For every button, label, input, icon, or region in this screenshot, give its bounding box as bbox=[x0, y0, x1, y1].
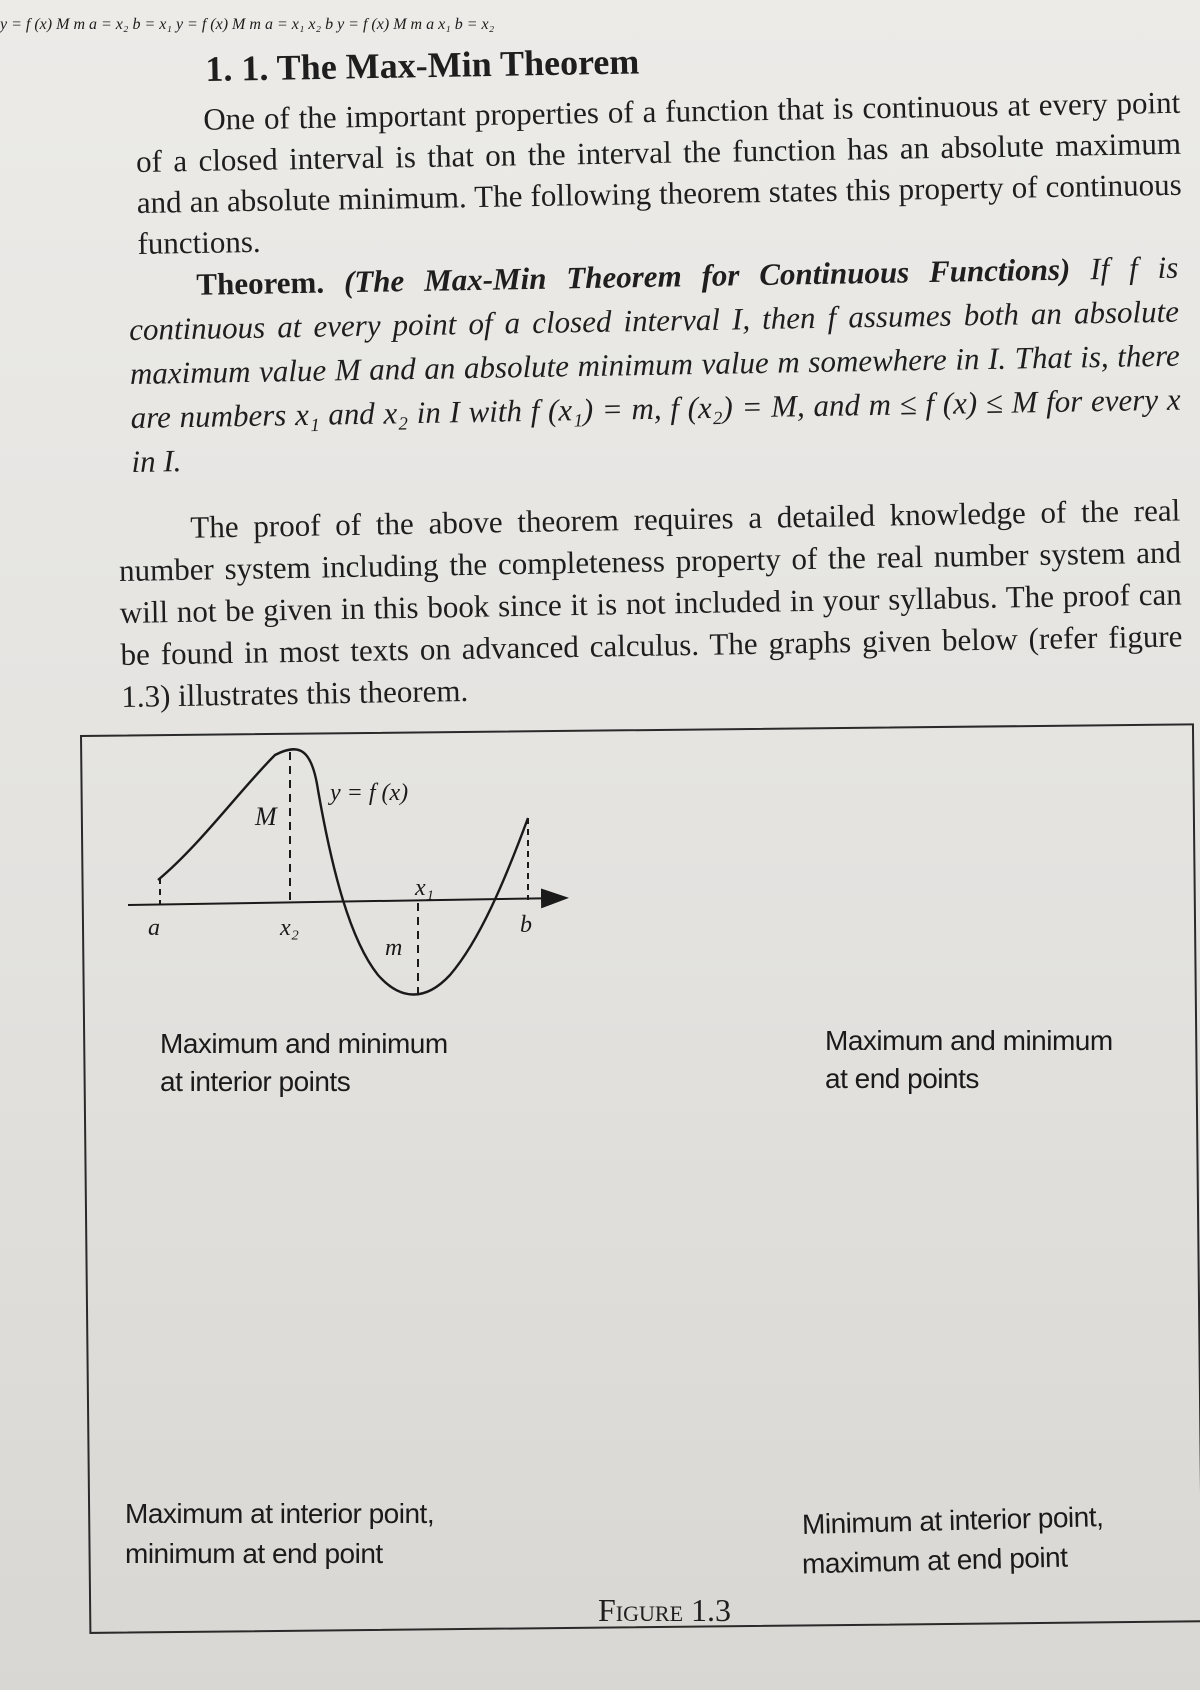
panel-1-x-axis bbox=[128, 898, 565, 905]
panel-2-caption-line1: Maximum and minimum bbox=[825, 1025, 1113, 1056]
panel-4-m-label: m bbox=[410, 16, 423, 33]
panel-3-a-label: a = x₁ bbox=[264, 16, 305, 33]
panel-3-b-label: b bbox=[325, 16, 334, 33]
panel-1-curve-label: y = f (x) bbox=[330, 780, 409, 806]
proof-note-paragraph: The proof of the above theorem requires a detailed knowledge of the real number system including the completeness property of the real number system and will not be given in this book since it is not included in your syllabus. The proof can be found in most texts on advanced calculus. The graphs given below (refer figure 1.3) illustrates this theorem. bbox=[118, 492, 1183, 714]
panel-4-curve-label: y = f (x) bbox=[337, 16, 390, 33]
panel-2-curve-label: y = f (x) bbox=[0, 16, 53, 33]
theorem-body: If f is continuous at every point of a closed interval I, then f assumes both an absolute maximum value M and an absolute minimum value m somewhere in I. That is, there are numbers x₁ and x₂ in I with f (x₁) = m, f (x₂) = M, and m ≤ f (x) ≤ M for every x in I. bbox=[128, 249, 1181, 479]
panel-1-x2-label: x₂ bbox=[280, 915, 299, 941]
panel-3-x2-label: x₂ bbox=[308, 16, 322, 33]
panel-4-b-label: b = x₂ bbox=[454, 16, 495, 33]
panel-4-caption-line1: Minimum at interior point, bbox=[801, 1501, 1104, 1540]
panel-4-caption-line2: maximum at end point bbox=[801, 1541, 1068, 1580]
section-heading: 1. 1. The Max-Min Theorem bbox=[205, 41, 640, 89]
panel-2-caption-line2: at end points bbox=[825, 1063, 979, 1094]
panel-4-a-label: a bbox=[426, 16, 435, 33]
panel-1-m-label: m bbox=[385, 935, 403, 961]
panel-3-m-label: m bbox=[249, 16, 261, 33]
panel-3-curve-label: y = f (x) bbox=[175, 16, 229, 33]
panel-1-x1-label: x₁ bbox=[415, 875, 434, 901]
panel-1-graph bbox=[128, 749, 565, 1000]
panel-1-caption-line2: at interior points bbox=[160, 1066, 351, 1097]
panel-3-caption-line2: minimum at end point bbox=[125, 1538, 383, 1569]
panel-2-M-label: M bbox=[56, 16, 70, 33]
panel-3-M-label: M bbox=[232, 16, 246, 33]
intro-paragraph: One of the important properties of a function that is continuous at every point of a closed interval is that on the interval the function has an absolute maximum and an absolute minimum. The following theorem states this property of continuous functions. bbox=[135, 84, 1182, 261]
panel-1-b-label: b bbox=[520, 912, 532, 938]
panel-2-a-label: a = x₂ bbox=[89, 16, 129, 33]
panel-3-caption-line1: Maximum at interior point, bbox=[125, 1498, 435, 1529]
theorem-label: Theorem. bbox=[196, 264, 325, 302]
panel-1-a-label: a bbox=[148, 915, 160, 941]
panel-1-caption-line1: Maximum and minimum bbox=[160, 1028, 448, 1059]
panel-2-b-label: b = x₁ bbox=[132, 16, 172, 33]
panel-4-M-label: M bbox=[393, 16, 407, 33]
panel-2-m-label: m bbox=[73, 16, 85, 33]
panel-4-x1-label: x₁ bbox=[438, 16, 451, 33]
figure-title: Figure 1.3 bbox=[598, 1592, 732, 1628]
panel-1-M-label: M bbox=[255, 802, 277, 831]
theorem-title: (The Max-Min Theorem for Continuous Functions) bbox=[343, 251, 1071, 300]
